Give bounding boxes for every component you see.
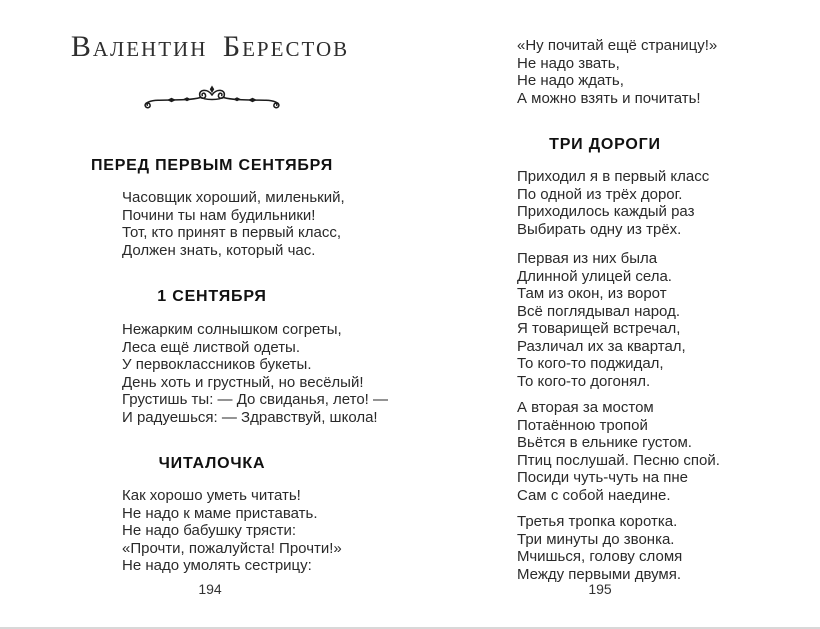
stanza	[517, 399, 820, 504]
poem-line: Не надо ждать,	[517, 72, 624, 89]
poem-title-pered-pervym-sentyabrya: ПЕРЕД ПЕРВЫМ СЕНТЯБРЯ	[90, 157, 334, 174]
stanza	[122, 321, 410, 426]
poem-line: Приходилось каждый раз	[517, 203, 695, 220]
poem-line: Три минуты до звонка.	[517, 530, 675, 548]
poem-line: Мчишься, голову сломя	[517, 548, 683, 565]
poem-line: И радуешься: — Здравствуй, школа!	[122, 408, 378, 426]
poem-line: Не надо умолять сестрицу:	[122, 557, 312, 574]
poem-line: Третья тропка коротка.	[517, 513, 678, 530]
poem-line: По одной из трёх дорог.	[517, 185, 683, 203]
poem-line: Не надо звать,	[517, 54, 620, 72]
poem-line: Часовщик хороший, миленький,	[122, 189, 345, 206]
poem-line: Грустишь ты: — До свиданья, лето! —	[122, 391, 389, 408]
poem-title-chitalochka: ЧИТАЛОЧКА	[158, 455, 266, 472]
author-heading: Валентин Берестов	[70, 30, 350, 63]
poem-line: Не надо бабушку трясти:	[122, 522, 297, 539]
poem-tri-dorogi	[410, 136, 820, 583]
poem-pered-pervym-sentyabrya	[0, 157, 410, 259]
poem-line: Как хорошо уметь читать!	[122, 487, 301, 504]
poem-line: То кого-то поджидал,	[517, 355, 664, 372]
poem-line: Леса ещё листвой одеты.	[122, 338, 301, 356]
poem-line: Я товарищей встречал,	[517, 320, 681, 337]
poem-line: Нежарким солнышком согреты,	[122, 321, 342, 338]
poem-line: Различал их за квартал,	[517, 337, 686, 355]
poem-line: Между первыми двумя.	[517, 565, 682, 583]
poem-title-1-sentyabrya: 1 СЕНТЯБРЯ	[157, 288, 267, 305]
poem-line: Сам с собой наедине.	[517, 486, 671, 504]
ornament-flourish-icon	[7, 85, 417, 112]
poem-line: Выбирать одну из трёх.	[517, 220, 682, 238]
poem-line: Тот, кто принят в первый класс,	[122, 224, 342, 241]
poem-line: То кого-то догонял.	[517, 372, 651, 390]
stanza	[517, 513, 820, 583]
page-number-right: 195	[588, 581, 612, 597]
poem-line: Птиц послушай. Песню спой.	[517, 451, 720, 469]
poem-line: Там из окон, из ворот	[517, 285, 667, 302]
poem-line: А вторая за мостом	[517, 399, 654, 416]
poem-continuation-stanza	[517, 37, 820, 107]
poem-line: Всё поглядывал народ.	[517, 302, 680, 320]
stanza	[122, 189, 410, 259]
poem-chitalochka	[0, 455, 410, 575]
stanza	[517, 168, 820, 238]
poem-line: Потаённою тропой	[517, 416, 648, 434]
poem-line: Приходил я в первый класс	[517, 168, 710, 185]
poem-line: День хоть и грустный, но весёлый!	[122, 373, 364, 391]
poem-line: Длинной улицей села.	[517, 267, 672, 285]
poem-1-sentyabrya	[0, 288, 410, 426]
poem-line: Не надо к маме приставать.	[122, 504, 318, 522]
stanza	[517, 250, 820, 390]
poem-line: «Прочти, пожалуйста! Прочти!»	[122, 539, 342, 557]
poem-line: А можно взять и почитать!	[517, 89, 701, 107]
poem-line: Почини ты нам будильники!	[122, 206, 316, 224]
stanza	[122, 487, 410, 575]
poem-line: Первая из них была	[517, 250, 658, 267]
page-number-left: 194	[198, 581, 222, 597]
poem-line: Должен знать, который час.	[122, 241, 316, 259]
poem-title-tri-dorogi: ТРИ ДОРОГИ	[549, 136, 661, 153]
poem-line: Посиди чуть-чуть на пне	[517, 469, 689, 486]
page-right	[410, 0, 820, 629]
poem-line: «Ну почитай ещё страницу!»	[517, 37, 718, 54]
poem-line: У первоклассников букеты.	[122, 356, 312, 373]
poem-line: Вьётся в ельнике густом.	[517, 434, 692, 451]
